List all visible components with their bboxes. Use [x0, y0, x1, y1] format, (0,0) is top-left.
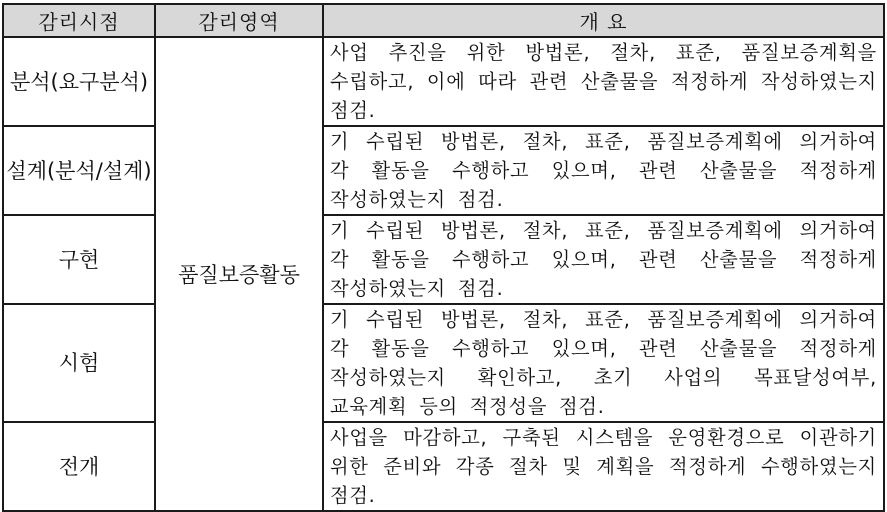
- table-row: [3, 422, 884, 511]
- description-cell: 기 수립된 방법론, 절차, 표준, 품질보증계획에 의거하여 각 활동을 수행하고 있으며, 관련 산출물을 적정하게 작성하였는지 확인하고, 초기 사업의 목표달성여부, 교육계획 등의 적정성을 점검.: [323, 304, 884, 422]
- description-cell: 사업 추진을 위한 방법론, 절차, 표준, 품질보증계획을 수립하고, 이에 따라 관련 산출물을 적정하게 작성하였는지 점검.: [323, 37, 884, 126]
- header-phase: 감리시점: [3, 4, 155, 37]
- table-row: [3, 37, 884, 126]
- phase-cell: 설계(분석/설계): [3, 126, 155, 215]
- area-cell: 품질보증활동: [155, 37, 323, 511]
- phase-cell: 분석(요구분석): [3, 37, 155, 126]
- audit-table: [2, 3, 885, 512]
- table-row: [3, 126, 884, 215]
- header-area: 감리영역: [155, 4, 323, 37]
- description-cell: 기 수립된 방법론, 절차, 표준, 품질보증계획에 의거하여 각 활동을 수행하고 있으며, 관련 산출물을 적정하게 작성하였는지 점검.: [323, 215, 884, 304]
- table-header-row: [3, 4, 884, 37]
- phase-cell: 시험: [3, 304, 155, 422]
- phase-cell: 전개: [3, 422, 155, 511]
- table-row: [3, 215, 884, 304]
- header-summary: 개 요: [323, 4, 884, 37]
- description-cell: 사업을 마감하고, 구축된 시스템을 운영환경으로 이관하기 위한 준비와 각종 절차 및 계획을 적정하게 수행하였는지 점검.: [323, 422, 884, 511]
- phase-cell: 구현: [3, 215, 155, 304]
- table-row: [3, 304, 884, 422]
- description-cell: 기 수립된 방법론, 절차, 표준, 품질보증계획에 의거하여 각 활동을 수행하고 있으며, 관련 산출물을 적정하게 작성하였는지 점검.: [323, 126, 884, 215]
